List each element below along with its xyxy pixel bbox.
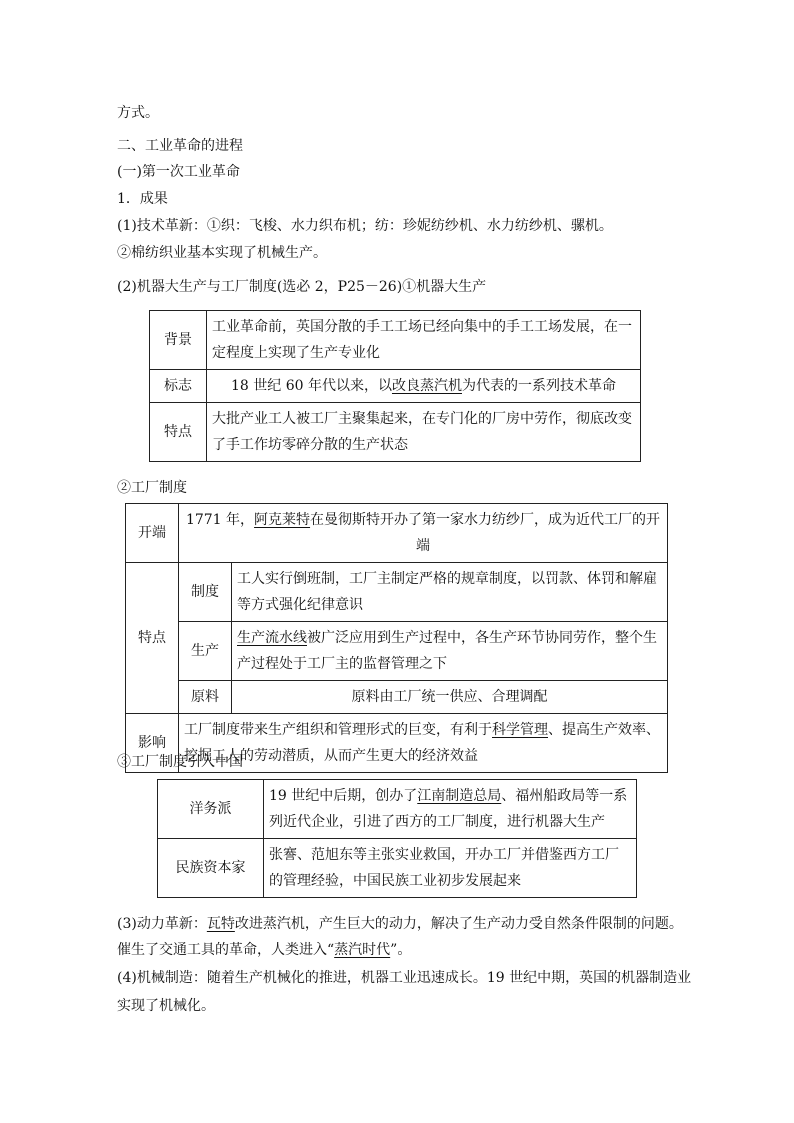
table-label: 特点 [150, 403, 207, 462]
table-label: 原料 [179, 681, 232, 714]
item-heading: 1．成果 [117, 191, 168, 207]
table-cell: 张謇、范旭东等主张实业救国，开办工厂并借鉴西方工厂的管理经验，中国民族工业初步发展起来 [264, 839, 637, 898]
text-line: (3)动力革新：瓦特改进蒸汽机，产生巨大的动力，解决了生产动力受自然条件限制的问题。 [117, 916, 683, 932]
text-line: (4)机械制造：随着生产机械化的推进，机器工业迅速成长。19 世纪中期，英国的机器制造业 [117, 970, 692, 986]
table-cell: 原料由工厂统一供应、合理调配 [232, 681, 668, 714]
subsection-heading: (一)第一次工业革命 [117, 164, 240, 180]
table-label: 影响 [126, 714, 179, 773]
factory-in-china-table [157, 779, 637, 898]
table-label: 开端 [126, 504, 179, 563]
table-cell: 19 世纪中后期，创办了江南制造总局、福州船政局等一系列近代企业，引进了西方的工厂制度，进行机器大生产 [264, 780, 637, 839]
table-cell: 大批产业工人被工厂主聚集起来，在专门化的厂房中劳作，彻底改变了手工作坊零碎分散的生产状态 [207, 403, 641, 462]
table-label: 特点 [126, 563, 179, 714]
table-cell: 工厂制度带来生产组织和管理形式的巨变，有利于科学管理、提高生产效率、挖掘工人的劳动潜质，从而产生更大的经济效益 [179, 714, 668, 773]
text-line: ②棉纺织业基本实现了机械生产。 [117, 245, 327, 261]
subheading: ②工厂制度 [117, 480, 187, 496]
factory-system-table [125, 503, 668, 773]
text-line: 催生了交通工具的革命，人类进入“蒸汽时代”。 [117, 942, 412, 958]
section-heading: 二、工业革命的进程 [117, 138, 243, 154]
subheading: ③工厂制度引入中国 [117, 754, 243, 770]
table-cell: 工人实行倒班制，工厂主制定严格的规章制度，以罚款、体罚和解雇等方式强化纪律意识 [232, 563, 668, 622]
table-cell: 工业革命前，英国分散的手工工场已经向集中的手工工场发展，在一定程度上实现了生产专业化 [207, 311, 641, 370]
table-label: 生产 [179, 622, 232, 681]
table-label: 民族资本家 [158, 839, 264, 898]
text-line: (1)技术革新：①织：飞梭、水力织布机；纺：珍妮纺纱机、水力纺纱机、骡机。 [117, 218, 613, 234]
table-label: 标志 [150, 370, 207, 403]
table-cell: 1771 年，阿克莱特在曼彻斯特开办了第一家水力纺纱厂，成为近代工厂的开端 [179, 504, 668, 563]
text-line: (2)机器大生产与工厂制度(选必 2，P25－26)①机器大生产 [117, 279, 487, 295]
text-line: 方式。 [117, 105, 159, 121]
machine-production-table [149, 310, 641, 462]
table-cell: 18 世纪 60 年代以来，以改良蒸汽机为代表的一系列技术革命 [207, 370, 641, 403]
table-cell: 生产流水线被广泛应用到生产过程中，各生产环节协同劳作，整个生产过程处于工厂主的监督管理之下 [232, 622, 668, 681]
table-label: 洋务派 [158, 780, 264, 839]
table-label: 背景 [150, 311, 207, 370]
table-label: 制度 [179, 563, 232, 622]
text-line: 实现了机械化。 [117, 998, 215, 1014]
